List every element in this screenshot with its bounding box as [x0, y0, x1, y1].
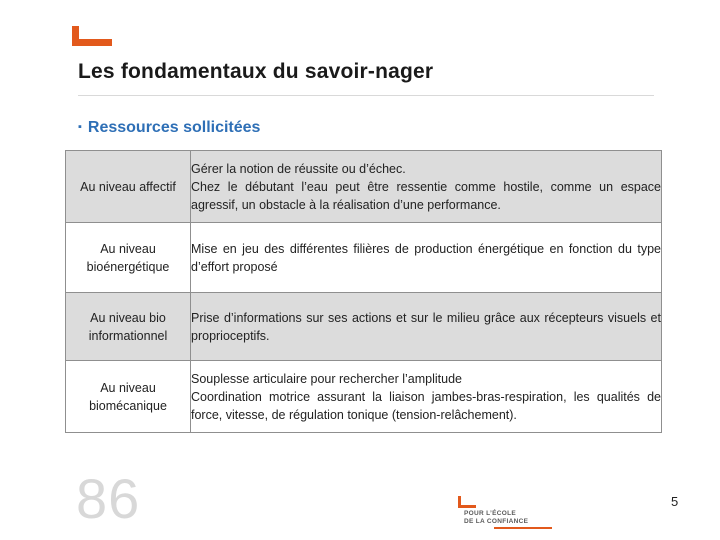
slide-watermark-number: 86 [76, 467, 141, 530]
header-logo-mark [72, 26, 112, 46]
row-label: Au niveau bioénergétique [66, 223, 191, 293]
page-number: 5 [671, 494, 679, 509]
description-line: Prise d’informations sur ses actions et sur le milieu grâce aux récepteurs visuels et proprioceptifs. [191, 310, 661, 343]
row-label: Au niveau affectif [66, 151, 191, 223]
description-line: Gérer la notion de réussite ou d’échec. [191, 161, 406, 176]
table-row [66, 223, 662, 293]
table-row [66, 293, 662, 361]
description-line: Coordination motrice assurant la liaison jambes-bras-respiration, les qualités de force, vitesse, de régulation tonique (tension-relâchement). [191, 389, 661, 422]
section-heading [78, 119, 260, 137]
footer-logo-line1: POUR L’ÉCOLE [464, 510, 516, 517]
square-bullet-icon: ▪ [78, 121, 82, 133]
footer-logo-line2: DE LA CONFIANCE [464, 518, 529, 525]
table-row [66, 151, 662, 223]
slide-title: Les fondamentaux du savoir-nager [78, 60, 434, 83]
row-label: Au niveau bio informationnel [66, 293, 191, 361]
row-description [191, 293, 662, 361]
resources-table [65, 150, 662, 433]
description-line: Souplesse articulaire pour rechercher l’amplitude [191, 371, 462, 386]
row-description [191, 361, 662, 433]
row-label: Au niveau biomécanique [66, 361, 191, 433]
footer-logo [458, 494, 568, 530]
row-description [191, 151, 662, 223]
description-line: Chez le débutant l’eau peut être ressentie comme hostile, comme un espace agressif, un obstacle à la réalisation d’une performance. [191, 179, 661, 212]
table-row [66, 361, 662, 433]
section-heading-text: Ressources sollicitées [87, 119, 261, 136]
row-description [191, 223, 662, 293]
title-divider [78, 95, 654, 96]
description-line: Mise en jeu des différentes filières de production énergétique en fonction du type d’effort proposé [191, 241, 661, 274]
